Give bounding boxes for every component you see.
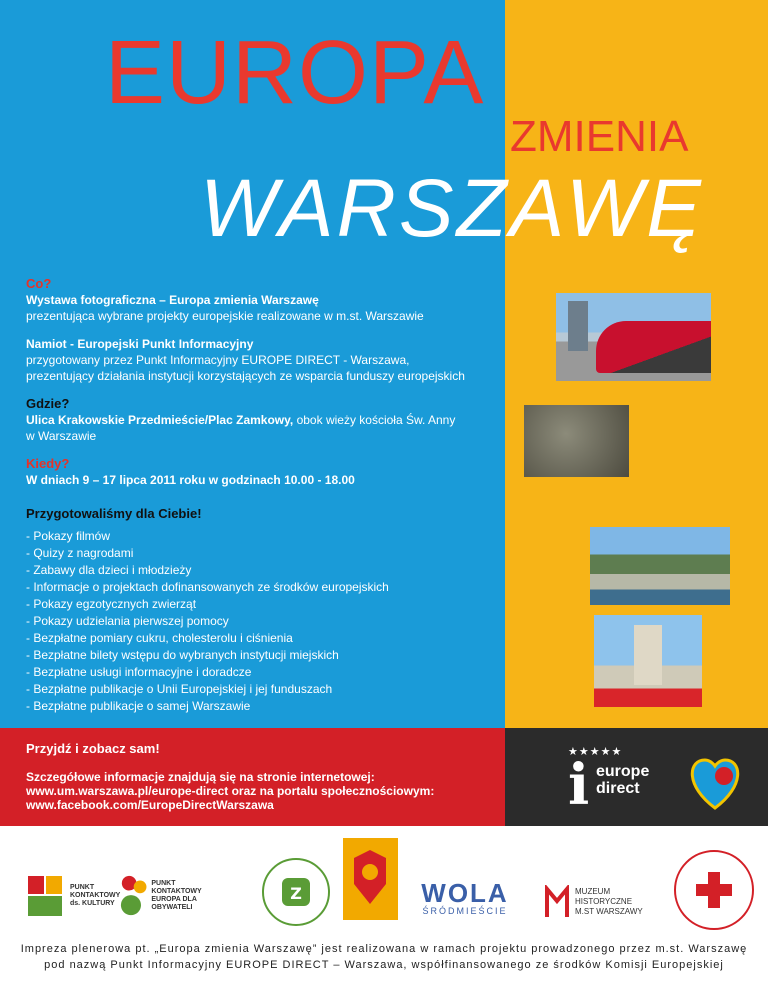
- culture-icon: [26, 874, 66, 918]
- section-namiot: [26, 336, 516, 384]
- list-item: - Pokazy egzotycznych zwierząt: [26, 597, 197, 611]
- footer-line1: Szczegółowe informacje znajdują się na stronie internetowej:: [26, 770, 375, 784]
- info-i-icon: i: [568, 752, 590, 818]
- main-content: [26, 276, 516, 727]
- europe-direct-logo: [560, 745, 655, 817]
- pk1-line-a: PUNKT: [70, 884, 95, 891]
- pk2-line-a: PUNKT: [151, 879, 176, 887]
- list-item: - Informacje o projektach dofinansowanych ze środków europejskich: [26, 580, 389, 594]
- punkt-kontaktowy-kultury-logo: [26, 872, 121, 920]
- list-item: - Bezpłatne publikacje o samej Warszawie: [26, 699, 251, 713]
- przyg-label: Przygotowaliśmy dla Ciebie!: [26, 506, 202, 521]
- pk1-line-c: ds. KULTURY: [70, 900, 115, 907]
- section-kiedy: [26, 456, 516, 488]
- gdzie-label: Gdzie?: [26, 396, 70, 411]
- train-shape: [596, 321, 711, 373]
- svg-text:Z: Z: [290, 884, 302, 903]
- muz-line-c: M.ST WARSZAWY: [575, 907, 643, 916]
- zoo-logo: [262, 858, 330, 926]
- church-tower-shape: [634, 625, 662, 685]
- wola-text: WOLA: [421, 878, 509, 908]
- title-warszawe: WARSZAWĘ: [200, 163, 704, 254]
- list-item: - Pokazy filmów: [26, 529, 111, 543]
- bottom-line2: pod nazwą Punkt Informacyjny EUROPE DIRECT – Warszawa, współfinansowanego ze środków Komisji Europejskiej: [44, 959, 724, 971]
- train-photo: [556, 293, 711, 381]
- pk1-line-b: KONTAKTOWY: [70, 892, 121, 899]
- bottom-note: [0, 941, 768, 973]
- mermaid-crest-icon: [348, 844, 393, 914]
- syrenka-warszawska-logo: [343, 838, 398, 920]
- co-item2-title: Namiot - Europejski Punkt Informacyjny: [26, 337, 254, 351]
- footer-info: [26, 742, 496, 812]
- church-photo: [594, 615, 702, 707]
- heart-icon: [680, 748, 750, 818]
- attractions-list: [26, 528, 516, 715]
- gdzie-place: Ulica Krakowskie Przedmieście/Plac Zamkowy,: [26, 413, 294, 427]
- pk2-line-c: EUROPA DLA OBYWATELI: [151, 895, 197, 911]
- punkt-kontaktowy-europa-logo: [120, 868, 232, 923]
- iguana-photo: [524, 405, 629, 477]
- people-icon: [120, 872, 147, 920]
- title-zmienia: ZMIENIA: [510, 112, 689, 161]
- bottom-line1: Impreza plenerowa pt. „Europa zmienia Warszawę” jest realizowana w ramach projektu prowadzonego przez m.st. Warszawę: [20, 943, 748, 955]
- pk2-text: [151, 880, 232, 912]
- co-item2-desc1: przygotowany przez Punkt Informacyjny EUROPE DIRECT - Warszawa,: [26, 353, 410, 367]
- pk2-line-b: KONTAKTOWY: [151, 887, 202, 895]
- list-item: - Bezpłatne pomiary cukru, cholesterolu i ciśnienia: [26, 631, 293, 645]
- building-shape: [568, 301, 588, 351]
- muz-line-b: HISTORYCZNE: [575, 897, 633, 906]
- wola-srodmiescie-logo: [414, 878, 516, 918]
- gdzie-line1: [26, 412, 516, 428]
- co-item2-desc2: prezentujący działania instytucji korzystających ze wsparcia funduszy europejskich: [26, 369, 465, 383]
- zakochaj-sie-logo: [680, 748, 750, 818]
- footer-line3[interactable]: www.facebook.com/EuropeDirectWarszawa: [26, 798, 274, 812]
- title-europa: EUROPA: [105, 23, 485, 123]
- section-gdzie: [26, 396, 516, 444]
- list-item: - Pokazy udzielania pierwszej pomocy: [26, 614, 229, 628]
- co-item1-desc: prezentująca wybrane projekty europejskie realizowane w m.st. Warszawie: [26, 309, 424, 323]
- kiedy-text: W dniach 9 – 17 lipca 2011 roku w godzinach 10.00 - 18.00: [26, 473, 355, 487]
- gdzie-rest1: obok wieży kościoła Św. Anny: [293, 413, 456, 427]
- muzeum-historyczne-logo: [545, 884, 655, 920]
- zoo-emblem-icon: [276, 872, 316, 912]
- footer-head: Przyjdź i zobacz sam!: [26, 741, 160, 756]
- museum-icon: [545, 885, 569, 919]
- srodmiescie-text: ŚRÓDMIEŚCIE: [422, 906, 508, 916]
- section-przygotowalismy: [26, 506, 516, 715]
- footer-line2[interactable]: www.um.warszawa.pl/europe-direct oraz na portalu społecznościowym:: [26, 784, 435, 798]
- eu-stars-icon: ★★★★★: [568, 746, 623, 758]
- list-item: - Zabawy dla dzieci i młodzieży: [26, 563, 192, 577]
- riverside-photo: [590, 527, 730, 605]
- red-cross-icon: [692, 868, 736, 912]
- ed-line1: europe: [596, 763, 650, 780]
- pk1-text: [70, 884, 120, 908]
- muz-text: [575, 887, 643, 917]
- list-item: - Bezpłatne publikacje o Unii Europejskiej i jej funduszach: [26, 682, 333, 696]
- list-item: - Bezpłatne bilety wstępu do wybranych instytucji miejskich: [26, 648, 339, 662]
- co-item1-title: Wystawa fotograficzna – Europa zmienia Warszawę: [26, 293, 319, 307]
- co-label: Co?: [26, 276, 52, 291]
- muz-line-a: MUZEUM: [575, 887, 611, 896]
- ed-line2: direct: [596, 780, 640, 797]
- kiedy-label: Kiedy?: [26, 456, 70, 471]
- list-item: - Quizy z nagrodami: [26, 546, 134, 560]
- list-item: - Bezpłatne usługi informacyjne i doradcze: [26, 665, 252, 679]
- polski-czerwony-krzyz-logo: [674, 850, 754, 930]
- gdzie-rest2: w Warszawie: [26, 429, 97, 443]
- europe-direct-text: [596, 763, 649, 797]
- section-co: [26, 276, 516, 324]
